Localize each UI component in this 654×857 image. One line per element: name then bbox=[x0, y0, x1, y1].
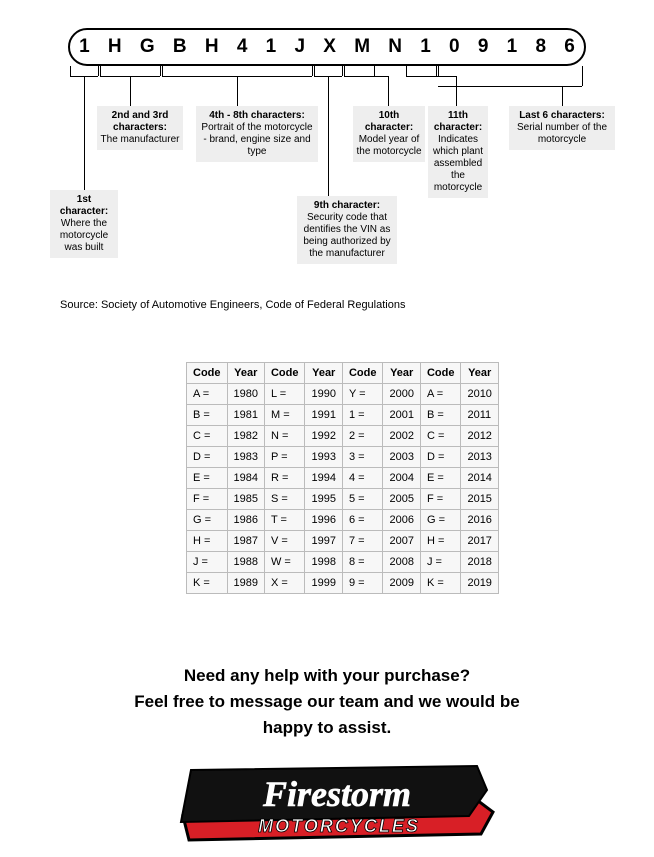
cell-code: B = bbox=[187, 405, 228, 426]
cell-year: 2008 bbox=[383, 552, 420, 573]
vin-char: X bbox=[323, 36, 336, 57]
callout-title: 9th character: bbox=[313, 200, 381, 211]
callout-body: Model year of the motorcycle bbox=[356, 134, 422, 157]
table-row bbox=[187, 468, 499, 489]
table-row bbox=[187, 552, 499, 573]
callout-body: Serial number of the motorcycle bbox=[516, 122, 608, 145]
vin-char: 1 bbox=[420, 36, 431, 57]
cell-year: 1984 bbox=[227, 468, 264, 489]
cell-code: P = bbox=[264, 447, 305, 468]
cell-code: J = bbox=[420, 552, 461, 573]
help-line-3: happy to assist. bbox=[262, 718, 392, 737]
cell-year: 1985 bbox=[227, 489, 264, 510]
cell-year: 2016 bbox=[461, 510, 498, 531]
vin-char: 1 bbox=[79, 36, 90, 57]
vin-char: M bbox=[354, 36, 371, 57]
leader-line bbox=[344, 66, 345, 76]
leader-line bbox=[421, 76, 456, 77]
cell-code: 1 = bbox=[342, 405, 383, 426]
cell-code: D = bbox=[420, 447, 461, 468]
vin-diagram bbox=[0, 0, 654, 311]
cell-year: 1999 bbox=[305, 573, 342, 594]
cell-code: W = bbox=[264, 552, 305, 573]
cell-year: 2018 bbox=[461, 552, 498, 573]
cell-year: 1987 bbox=[227, 531, 264, 552]
cell-year: 1995 bbox=[305, 489, 342, 510]
cell-year: 1998 bbox=[305, 552, 342, 573]
leader-line bbox=[314, 66, 315, 76]
cell-code: F = bbox=[187, 489, 228, 510]
logo-wordmark: Firestorm bbox=[262, 774, 412, 814]
logo-subtitle: MOTORCYCLES bbox=[258, 816, 420, 836]
cell-year: 2000 bbox=[383, 384, 420, 405]
cell-code: F = bbox=[420, 489, 461, 510]
vin-number-bar bbox=[68, 28, 586, 66]
leader-line bbox=[388, 76, 389, 106]
cell-year: 1991 bbox=[305, 405, 342, 426]
cell-year: 2010 bbox=[461, 384, 498, 405]
cell-code: C = bbox=[187, 426, 228, 447]
table-row bbox=[187, 405, 499, 426]
cell-year: 2014 bbox=[461, 468, 498, 489]
cell-code: 7 = bbox=[342, 531, 383, 552]
cell-code: H = bbox=[420, 531, 461, 552]
help-line-2: Feel free to message our team and we would be bbox=[134, 692, 520, 711]
cell-year: 1990 bbox=[305, 384, 342, 405]
table-row bbox=[187, 573, 499, 594]
callout-body: The manufacturer bbox=[100, 134, 180, 145]
leader-line bbox=[374, 66, 375, 76]
leader-line bbox=[582, 66, 583, 86]
cell-code: 8 = bbox=[342, 552, 383, 573]
cell-year: 1980 bbox=[227, 384, 264, 405]
cell-code: G = bbox=[187, 510, 228, 531]
vin-char: J bbox=[294, 36, 306, 57]
cell-code: B = bbox=[420, 405, 461, 426]
vin-char: 1 bbox=[265, 36, 277, 57]
cell-year: 1992 bbox=[305, 426, 342, 447]
column-header: Code bbox=[342, 363, 383, 384]
leader-line bbox=[160, 66, 161, 76]
callout-title: 11th character: bbox=[433, 110, 483, 133]
help-message bbox=[0, 663, 654, 741]
vin-char: B bbox=[172, 36, 187, 57]
leader-line bbox=[312, 66, 313, 76]
cell-year: 2017 bbox=[461, 531, 498, 552]
callout-last-six-characters bbox=[509, 106, 615, 150]
column-header: Year bbox=[461, 363, 498, 384]
cell-code: G = bbox=[420, 510, 461, 531]
leader-line bbox=[562, 86, 563, 106]
cell-code: V = bbox=[264, 531, 305, 552]
cell-year: 2013 bbox=[461, 447, 498, 468]
cell-code: 4 = bbox=[342, 468, 383, 489]
cell-code: 5 = bbox=[342, 489, 383, 510]
vin-char: 6 bbox=[564, 36, 575, 57]
cell-code: A = bbox=[420, 384, 461, 405]
leader-line bbox=[162, 66, 163, 76]
leader-line bbox=[342, 66, 343, 76]
column-header: Code bbox=[187, 363, 228, 384]
cell-year: 2004 bbox=[383, 468, 420, 489]
cell-code: 3 = bbox=[342, 447, 383, 468]
column-header: Year bbox=[305, 363, 342, 384]
cell-year: 2002 bbox=[383, 426, 420, 447]
vin-char: 4 bbox=[236, 36, 248, 57]
column-header: Year bbox=[227, 363, 264, 384]
cell-code: E = bbox=[420, 468, 461, 489]
cell-year: 2009 bbox=[383, 573, 420, 594]
cell-year: 1981 bbox=[227, 405, 264, 426]
cell-year: 2005 bbox=[383, 489, 420, 510]
cell-code: K = bbox=[187, 573, 228, 594]
cell-year: 1982 bbox=[227, 426, 264, 447]
table-row bbox=[187, 426, 499, 447]
cell-code: 9 = bbox=[342, 573, 383, 594]
vin-char: G bbox=[139, 36, 155, 57]
callout-title: 10th character: bbox=[364, 110, 414, 133]
column-header: Code bbox=[420, 363, 461, 384]
vin-char: N bbox=[388, 36, 402, 57]
firestorm-motorcycles-logo bbox=[177, 762, 497, 844]
cell-year: 2001 bbox=[383, 405, 420, 426]
year-code-table bbox=[186, 362, 499, 594]
cell-code: N = bbox=[264, 426, 305, 447]
cell-code: C = bbox=[420, 426, 461, 447]
cell-year: 2011 bbox=[461, 405, 498, 426]
cell-code: H = bbox=[187, 531, 228, 552]
table-row bbox=[187, 489, 499, 510]
leader-line bbox=[438, 86, 582, 87]
callout-first-character bbox=[50, 190, 118, 258]
callout-ninth-character bbox=[297, 196, 397, 264]
leader-line bbox=[98, 66, 99, 76]
column-header: Year bbox=[383, 363, 420, 384]
cell-code: T = bbox=[264, 510, 305, 531]
leader-line bbox=[438, 66, 439, 76]
callout-fourth-eighth-characters bbox=[196, 106, 318, 162]
vin-char: 1 bbox=[506, 36, 518, 57]
callout-second-third-characters bbox=[97, 106, 183, 150]
leader-line bbox=[406, 66, 407, 76]
callout-body: Security code that dentifies the VIN as being authorized by the manufacturer bbox=[303, 212, 391, 259]
table-row bbox=[187, 510, 499, 531]
help-line-1: Need any help with your purchase? bbox=[183, 666, 471, 685]
cell-code: D = bbox=[187, 447, 228, 468]
callout-title: 2nd and 3rd characters: bbox=[111, 110, 169, 133]
cell-code: J = bbox=[187, 552, 228, 573]
cell-code: Y = bbox=[342, 384, 383, 405]
leader-line bbox=[84, 76, 85, 190]
leader-line bbox=[100, 66, 101, 76]
source-note: Source: Society of Automotive Engineers, Code of Federal Regulations bbox=[60, 299, 406, 311]
leader-line bbox=[456, 76, 457, 106]
callout-title: Last 6 characters: bbox=[519, 110, 605, 121]
callout-body: Where the motorcycle was built bbox=[59, 218, 109, 253]
cell-code: K = bbox=[420, 573, 461, 594]
cell-year: 2003 bbox=[383, 447, 420, 468]
callout-body: Indicates which plant assembled the motorcycle bbox=[432, 134, 484, 193]
leader-line bbox=[237, 76, 238, 106]
cell-year: 1989 bbox=[227, 573, 264, 594]
leader-line bbox=[70, 66, 71, 76]
cell-year: 2019 bbox=[461, 573, 498, 594]
cell-code: M = bbox=[264, 405, 305, 426]
cell-code: X = bbox=[264, 573, 305, 594]
callout-eleventh-character bbox=[428, 106, 488, 198]
cell-year: 1983 bbox=[227, 447, 264, 468]
table-row bbox=[187, 384, 499, 405]
table-header-row bbox=[187, 363, 499, 384]
vin-char: 9 bbox=[477, 36, 489, 57]
leader-line bbox=[359, 76, 389, 77]
leader-line bbox=[328, 76, 329, 196]
column-header: Code bbox=[264, 363, 305, 384]
cell-code: A = bbox=[187, 384, 228, 405]
vin-char: H bbox=[204, 36, 219, 57]
cell-code: R = bbox=[264, 468, 305, 489]
callout-title: 4th - 8th characters: bbox=[209, 110, 305, 121]
vin-char: H bbox=[107, 36, 122, 57]
vin-char: 0 bbox=[449, 36, 460, 57]
year-code-table-wrapper bbox=[186, 362, 499, 594]
cell-year: 1986 bbox=[227, 510, 264, 531]
cell-year: 1993 bbox=[305, 447, 342, 468]
table-row bbox=[187, 447, 499, 468]
leader-line bbox=[436, 66, 437, 76]
cell-year: 2006 bbox=[383, 510, 420, 531]
cell-year: 1996 bbox=[305, 510, 342, 531]
cell-code: E = bbox=[187, 468, 228, 489]
cell-year: 1994 bbox=[305, 468, 342, 489]
cell-code: S = bbox=[264, 489, 305, 510]
leader-line bbox=[130, 76, 131, 106]
cell-code: 6 = bbox=[342, 510, 383, 531]
cell-year: 2015 bbox=[461, 489, 498, 510]
cell-year: 1988 bbox=[227, 552, 264, 573]
vin-char: 8 bbox=[535, 36, 547, 57]
cell-code: L = bbox=[264, 384, 305, 405]
callout-title: 1st character: bbox=[59, 194, 109, 217]
cell-year: 2007 bbox=[383, 531, 420, 552]
table-row bbox=[187, 531, 499, 552]
cell-year: 1997 bbox=[305, 531, 342, 552]
cell-code: 2 = bbox=[342, 426, 383, 447]
callout-body: Portrait of the motorcycle - brand, engine size and type bbox=[201, 122, 313, 157]
cell-year: 2012 bbox=[461, 426, 498, 447]
callout-tenth-character bbox=[353, 106, 425, 162]
